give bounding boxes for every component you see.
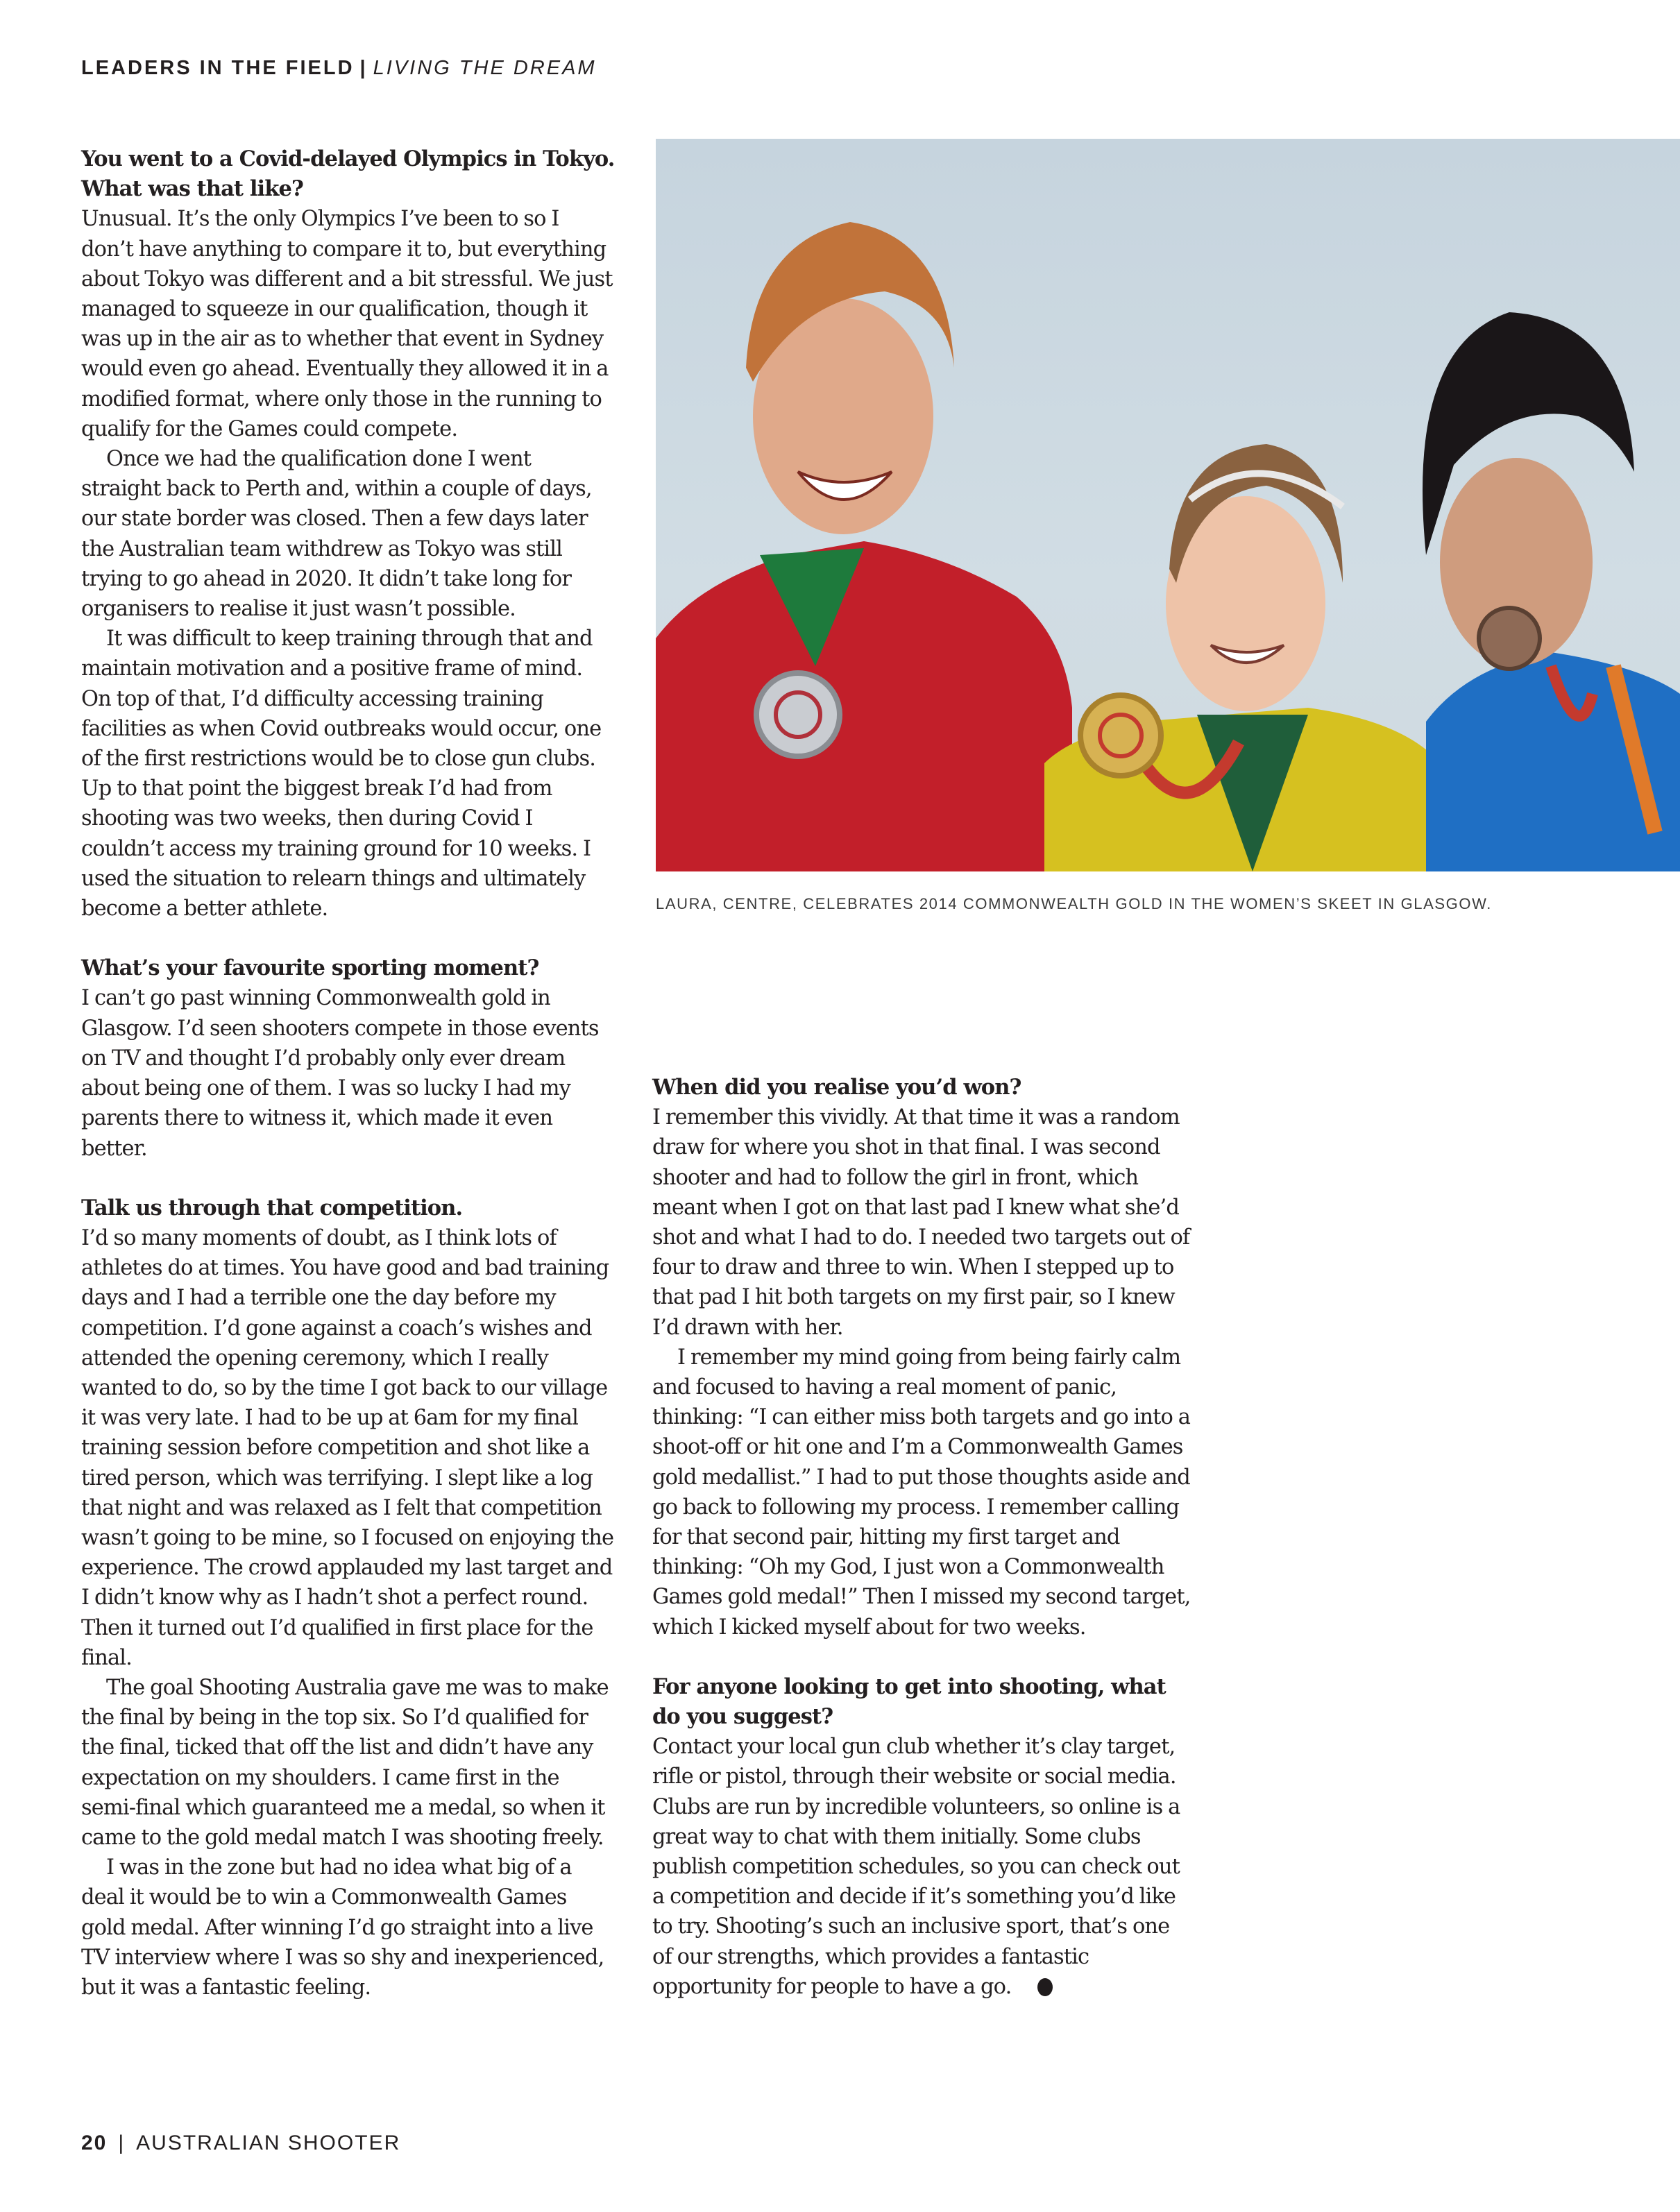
answer-text: Contact your local gun club whether it’s clay target, rifle or pistol, through their website or social media. Clubs are run by incredible volunteers, so online is a great way to chat with them initially. Some clubs publish competition schedules, so you can check out a competition and decide if it’s something you’d like to try. Shooting’s such an inclusive sport, that’s one of our strengths, which provides a fantastic opportunity for people to have a go.: [652, 1735, 1180, 1999]
subsection-title: LIVING THE DREAM: [373, 57, 597, 79]
left-column: [81, 144, 616, 2032]
right-column: [652, 1073, 1194, 2032]
answer-paragraph: [652, 1732, 1194, 2002]
qa-competition: [81, 1193, 616, 2002]
answer-paragraph: I remember this vividly. At that time it was a random draw for where you shot in that final. I was second shooter and had to follow the girl in front, which meant when I got on that last pad I knew what she’d shot and what I had to do. I needed two targets out of four to draw and three to win. When I stepped up to that pad I hit both targets on my first pair, so I knew I’d drawn with her.: [652, 1105, 1190, 1340]
publication-name: AUSTRALIAN SHOOTER: [136, 2132, 401, 2154]
answer-paragraph: I remember my mind going from being fairly calm and focused to having a real moment of panic, thinking: “I can either miss both targets and go into a shoot-off or hit one and I’m a Commonwealth Games gold medallist.” I had to put those thoughts aside and go back to following my process. I remember calling for that second pair, hitting my first target and thinking: “Oh my God, I just won a Commonwealth Games gold medal!” Then I missed my second target, which I kicked myself about for two weeks.: [652, 1345, 1191, 1640]
question-heading: You went to a Covid-delayed Olympics in Tokyo. What was that like?: [81, 146, 615, 202]
three-medallists-illustration: [656, 139, 1680, 871]
question-heading: For anyone looking to get into shooting, what do you suggest?: [652, 1674, 1166, 1730]
qa-getting-started: [652, 1672, 1194, 2002]
answer-paragraph: It was difficult to keep training through that and maintain motivation and a positive frame of mind. On top of that, I’d difficulty accessing training facilities as when Covid outbreaks would occur, one of the first restrictions would be to close gun clubs. Up to that point the biggest break I’d had from shooting was two weeks, then during Covid I couldn’t access my training ground for 10 weeks. I used the situation to relearn things and ultimately become a better athlete.: [81, 627, 602, 921]
answer-paragraph: Once we had the qualification done I went straight back to Perth and, within a couple of days, our state border was closed. Then a few days later the Australian team withdrew as Tokyo was still trying to go ahead in 2020. It didn’t take long for organisers to realise it just wasn’t possible.: [81, 447, 592, 622]
question-heading: Talk us through that competition.: [81, 1195, 463, 1220]
answer-paragraph: I can’t go past winning Commonwealth gold in Glasgow. I’d seen shooters compete in those events on TV and thought I’d probably only ever dream about being one of them. I was so lucky I had my parents there to witness it, which made it even better.: [81, 986, 599, 1161]
page-footer: [81, 2132, 400, 2155]
section-title: LEADERS IN THE FIELD: [81, 57, 355, 79]
page-number: 20: [81, 2132, 108, 2154]
end-of-article-dot-icon: [1037, 1978, 1053, 1996]
question-heading: What’s your favourite sporting moment?: [81, 955, 539, 981]
header-separator: |: [359, 57, 368, 79]
qa-favourite-moment: [81, 953, 616, 1163]
running-head: [81, 57, 597, 80]
answer-paragraph: The goal Shooting Australia gave me was to make the final by being in the top six. So I’d qualified for the final, ticked that off the list and didn’t have any expectation on my shoulders. I came first in the semi-final which guaranteed me a medal, so when it came to the gold medal match I was shooting freely.: [81, 1675, 609, 1850]
footer-separator: |: [118, 2132, 126, 2154]
answer-paragraph: Unusual. It’s the only Olympics I’ve been to so I don’t have anything to compare it to, but everything about Tokyo was different and a bit stressful. We just managed to squeeze in our qualification, though it was up in the air as to whether that event in Sydney would even go ahead. Eventually they allowed it in a modified format, where only those in the running to qualify for the Games could compete.: [81, 207, 613, 441]
qa-realise-won: [652, 1073, 1194, 1642]
medallists-photo: [656, 139, 1680, 871]
answer-paragraph: I was in the zone but had no idea what big of a deal it would be to win a Commonwealth Games gold medal. After winning I’d go straight into a live TV interview where I was so shy and inexperienced, but it was a fantastic feeling.: [81, 1855, 604, 2000]
answer-paragraph: I’d so many moments of doubt, as I think lots of athletes do at times. You have good and bad training days and I had a terrible one the day before my competition. I’d gone against a coach’s wishes and attended the opening ceremony, which I really wanted to do, so by the time I got back to our village it was very late. I had to be up at 6am for my final training session before competition and shot like a tired person, which was terrifying. I slept like a log that night and was relaxed as I felt that competition wasn’t going to be mine, so I focused on enjoying the experience. The crowd applauded my last target and I didn’t know why as I hadn’t shot a perfect round. Then it turned out I’d qualified in first place for the final.: [81, 1225, 614, 1670]
photo-caption: LAURA, CENTRE, CELEBRATES 2014 COMMONWEALTH GOLD IN THE WOMEN’S SKEET IN GLASGOW.: [656, 895, 1492, 912]
qa-tokyo: [81, 144, 616, 924]
question-heading: When did you realise you’d won?: [652, 1075, 1021, 1100]
